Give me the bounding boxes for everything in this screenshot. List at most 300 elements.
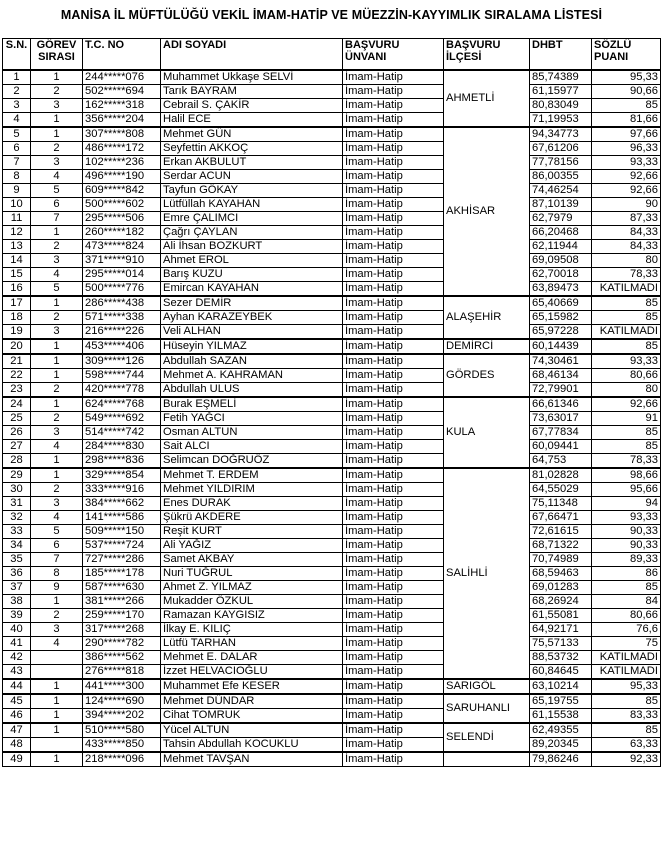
cell-adi-soyadi: Tayfun GÖKAY [161, 184, 343, 198]
cell-basvuru-unvani: İmam-Hatip [343, 254, 444, 268]
cell-dhbt: 69,01283 [530, 581, 592, 595]
cell-sn: 14 [3, 254, 31, 268]
cell-adi-soyadi: Mehmet GÜN [161, 127, 343, 142]
cell-basvuru-unvani: İmam-Hatip [343, 553, 444, 567]
cell-sn: 31 [3, 497, 31, 511]
cell-basvuru-unvani: İmam-Hatip [343, 311, 444, 325]
cell-adi-soyadi: Emircan KAYAHAN [161, 282, 343, 297]
cell-gorev-sirasi: 9 [31, 581, 83, 595]
cell-gorev-sirasi: 3 [31, 99, 83, 113]
table-row [3, 609, 661, 623]
cell-adi-soyadi: Mukadder ÖZKUL [161, 595, 343, 609]
cell-sn: 23 [3, 383, 31, 398]
cell-sn: 41 [3, 637, 31, 651]
cell-basvuru-unvani: İmam-Hatip [343, 268, 444, 282]
cell-gorev-sirasi: 3 [31, 623, 83, 637]
cell-basvuru-unvani: İmam-Hatip [343, 383, 444, 398]
cell-sozlu-puani: KATILMADI [592, 282, 661, 297]
cell-gorev-sirasi: 3 [31, 325, 83, 340]
cell-basvuru-unvani: İmam-Hatip [343, 170, 444, 184]
cell-basvuru-unvani: İmam-Hatip [343, 127, 444, 142]
cell-adi-soyadi: Seyfettin AKKOÇ [161, 142, 343, 156]
cell-adi-soyadi: Mehmet YILDIRIM [161, 483, 343, 497]
cell-sozlu-puani: 63,33 [592, 738, 661, 753]
cell-sozlu-puani: 92,66 [592, 184, 661, 198]
table-row [3, 553, 661, 567]
cell-sozlu-puani: 85 [592, 440, 661, 454]
cell-basvuru-unvani: İmam-Hatip [343, 142, 444, 156]
table-row [3, 296, 661, 311]
cell-sn: 34 [3, 539, 31, 553]
cell-adi-soyadi: Ali YAĞIZ [161, 539, 343, 553]
cell-sn: 21 [3, 354, 31, 369]
cell-dhbt: 64,92171 [530, 623, 592, 637]
cell-dhbt: 63,10214 [530, 679, 592, 694]
cell-dhbt: 87,10139 [530, 198, 592, 212]
cell-sn: 8 [3, 170, 31, 184]
cell-tc-no: 500*****776 [83, 282, 161, 297]
header-gorev: GÖREV SIRASI [31, 39, 83, 71]
cell-basvuru-unvani: İmam-Hatip [343, 99, 444, 113]
table-row [3, 311, 661, 325]
table-row [3, 525, 661, 539]
cell-dhbt: 79,86246 [530, 752, 592, 767]
header-ad: ADI SOYADI [161, 39, 343, 71]
cell-sozlu-puani: 90 [592, 198, 661, 212]
cell-basvuru-unvani: İmam-Hatip [343, 339, 444, 354]
cell-tc-no: 624*****768 [83, 397, 161, 412]
cell-tc-no: 218*****096 [83, 752, 161, 767]
cell-tc-no: 141*****586 [83, 511, 161, 525]
cell-tc-no: 420*****778 [83, 383, 161, 398]
cell-sn: 30 [3, 483, 31, 497]
cell-sozlu-puani: 89,33 [592, 553, 661, 567]
cell-tc-no: 124*****690 [83, 694, 161, 709]
table-row [3, 595, 661, 609]
cell-dhbt: 77,78156 [530, 156, 592, 170]
cell-sn: 7 [3, 156, 31, 170]
cell-sn: 19 [3, 325, 31, 340]
cell-adi-soyadi: Hüseyin YILMAZ [161, 339, 343, 354]
cell-sn: 35 [3, 553, 31, 567]
cell-basvuru-unvani: İmam-Hatip [343, 226, 444, 240]
table-row [3, 369, 661, 383]
header-sn: S.N. [3, 39, 31, 71]
table-row [3, 709, 661, 724]
cell-sozlu-puani: 80,66 [592, 369, 661, 383]
cell-sozlu-puani: 98,66 [592, 468, 661, 483]
cell-dhbt: 65,97228 [530, 325, 592, 340]
cell-dhbt: 60,84645 [530, 665, 592, 680]
cell-sn: 36 [3, 567, 31, 581]
cell-sn: 11 [3, 212, 31, 226]
cell-sn: 45 [3, 694, 31, 709]
cell-tc-no: 486*****172 [83, 142, 161, 156]
cell-dhbt: 68,46134 [530, 369, 592, 383]
cell-dhbt: 65,15982 [530, 311, 592, 325]
cell-sozlu-puani: 96,33 [592, 142, 661, 156]
cell-basvuru-unvani: İmam-Hatip [343, 623, 444, 637]
cell-adi-soyadi: Şükrü AKDERE [161, 511, 343, 525]
cell-adi-soyadi: Lütfü TARHAN [161, 637, 343, 651]
cell-tc-no: 295*****014 [83, 268, 161, 282]
cell-gorev-sirasi: 1 [31, 595, 83, 609]
table-row [3, 567, 661, 581]
cell-tc-no: 381*****266 [83, 595, 161, 609]
cell-sozlu-puani: 83,33 [592, 709, 661, 724]
table-row [3, 254, 661, 268]
cell-gorev-sirasi: 1 [31, 723, 83, 738]
cell-dhbt: 81,02828 [530, 468, 592, 483]
cell-gorev-sirasi: 1 [31, 226, 83, 240]
cell-adi-soyadi: Sezer DEMİR [161, 296, 343, 311]
cell-basvuru-unvani: İmam-Hatip [343, 525, 444, 539]
cell-sn: 25 [3, 412, 31, 426]
cell-gorev-sirasi: 6 [31, 539, 83, 553]
cell-adi-soyadi: Emre ÇALIMCI [161, 212, 343, 226]
cell-dhbt: 67,61206 [530, 142, 592, 156]
cell-gorev-sirasi: 1 [31, 709, 83, 724]
cell-basvuru-unvani: İmam-Hatip [343, 397, 444, 412]
cell-dhbt: 86,00355 [530, 170, 592, 184]
table-row [3, 240, 661, 254]
table-row [3, 354, 661, 369]
cell-dhbt: 74,30461 [530, 354, 592, 369]
header-dhbt: DHBT [530, 39, 592, 71]
cell-basvuru-unvani: İmam-Hatip [343, 595, 444, 609]
cell-basvuru-unvani: İmam-Hatip [343, 581, 444, 595]
cell-basvuru-unvani: İmam-Hatip [343, 738, 444, 753]
cell-tc-no: 587*****630 [83, 581, 161, 595]
cell-sn: 37 [3, 581, 31, 595]
cell-dhbt: 61,15538 [530, 709, 592, 724]
cell-gorev-sirasi: 4 [31, 440, 83, 454]
cell-sozlu-puani: KATILMADI [592, 651, 661, 665]
cell-sozlu-puani: 95,33 [592, 70, 661, 85]
cell-sozlu-puani: 84 [592, 595, 661, 609]
cell-sn: 47 [3, 723, 31, 738]
cell-sozlu-puani: 76,6 [592, 623, 661, 637]
cell-adi-soyadi: Samet AKBAY [161, 553, 343, 567]
cell-basvuru-unvani: İmam-Hatip [343, 679, 444, 694]
cell-dhbt: 72,79901 [530, 383, 592, 398]
cell-dhbt: 72,61615 [530, 525, 592, 539]
table-row [3, 85, 661, 99]
cell-basvuru-unvani: İmam-Hatip [343, 497, 444, 511]
cell-sozlu-puani: 92,33 [592, 752, 661, 767]
table-row [3, 127, 661, 142]
cell-dhbt: 62,11944 [530, 240, 592, 254]
cell-tc-no: 260*****182 [83, 226, 161, 240]
cell-adi-soyadi: Tahsin Abdullah KOCUKLU [161, 738, 343, 753]
cell-basvuru-unvani: İmam-Hatip [343, 539, 444, 553]
cell-sozlu-puani: 80 [592, 383, 661, 398]
cell-adi-soyadi: Serdar ACUN [161, 170, 343, 184]
cell-tc-no: 609*****842 [83, 184, 161, 198]
cell-gorev-sirasi: 7 [31, 212, 83, 226]
cell-sn: 48 [3, 738, 31, 753]
cell-basvuru-unvani: İmam-Hatip [343, 325, 444, 340]
cell-adi-soyadi: Ahmet Z. YILMAZ [161, 581, 343, 595]
cell-gorev-sirasi [31, 651, 83, 665]
cell-adi-soyadi: Abdullah ULUS [161, 383, 343, 398]
cell-gorev-sirasi: 1 [31, 369, 83, 383]
cell-basvuru-ilcesi: DEMİRCİ [444, 339, 530, 354]
cell-sn: 18 [3, 311, 31, 325]
cell-sozlu-puani: 91 [592, 412, 661, 426]
cell-tc-no: 185*****178 [83, 567, 161, 581]
cell-tc-no: 244*****076 [83, 70, 161, 85]
cell-tc-no: 371*****910 [83, 254, 161, 268]
table-row [3, 170, 661, 184]
cell-sn: 46 [3, 709, 31, 724]
cell-basvuru-unvani: İmam-Hatip [343, 85, 444, 99]
cell-basvuru-unvani: İmam-Hatip [343, 511, 444, 525]
cell-basvuru-unvani: İmam-Hatip [343, 694, 444, 709]
cell-tc-no: 286*****438 [83, 296, 161, 311]
cell-adi-soyadi: Ali İhsan BOZKURT [161, 240, 343, 254]
cell-sn: 27 [3, 440, 31, 454]
cell-tc-no: 333*****916 [83, 483, 161, 497]
cell-sn: 5 [3, 127, 31, 142]
table-row [3, 282, 661, 297]
cell-sozlu-puani: 85 [592, 99, 661, 113]
cell-basvuru-unvani: İmam-Hatip [343, 282, 444, 297]
cell-gorev-sirasi: 1 [31, 354, 83, 369]
cell-tc-no: 500*****602 [83, 198, 161, 212]
cell-basvuru-unvani: İmam-Hatip [343, 609, 444, 623]
cell-tc-no: 290*****782 [83, 637, 161, 651]
cell-sn: 3 [3, 99, 31, 113]
table-row [3, 268, 661, 282]
cell-gorev-sirasi: 2 [31, 483, 83, 497]
header-tc: T.C. NO [83, 39, 161, 71]
cell-basvuru-ilcesi [444, 752, 530, 767]
cell-sn: 40 [3, 623, 31, 637]
cell-sozlu-puani: 90,66 [592, 85, 661, 99]
cell-dhbt: 73,63017 [530, 412, 592, 426]
cell-basvuru-ilcesi: SALİHLİ [444, 468, 530, 679]
cell-dhbt: 66,20468 [530, 226, 592, 240]
cell-tc-no: 441*****300 [83, 679, 161, 694]
cell-basvuru-ilcesi: GÖRDES [444, 354, 530, 397]
cell-sozlu-puani: KATILMADI [592, 665, 661, 680]
cell-sn: 12 [3, 226, 31, 240]
cell-gorev-sirasi: 5 [31, 184, 83, 198]
cell-dhbt: 68,59463 [530, 567, 592, 581]
cell-adi-soyadi: Ramazan KAYGISIZ [161, 609, 343, 623]
cell-sozlu-puani: 87,33 [592, 212, 661, 226]
table-row [3, 99, 661, 113]
cell-tc-no: 329*****854 [83, 468, 161, 483]
cell-sozlu-puani: 84,33 [592, 226, 661, 240]
table-row [3, 412, 661, 426]
cell-gorev-sirasi: 4 [31, 268, 83, 282]
table-row [3, 184, 661, 198]
cell-dhbt: 67,77834 [530, 426, 592, 440]
cell-tc-no: 307*****808 [83, 127, 161, 142]
cell-tc-no: 598*****744 [83, 369, 161, 383]
cell-basvuru-unvani: İmam-Hatip [343, 723, 444, 738]
cell-dhbt: 65,40669 [530, 296, 592, 311]
table-row [3, 497, 661, 511]
cell-sn: 43 [3, 665, 31, 680]
cell-sn: 32 [3, 511, 31, 525]
cell-basvuru-unvani: İmam-Hatip [343, 426, 444, 440]
cell-basvuru-unvani: İmam-Hatip [343, 156, 444, 170]
cell-sozlu-puani: 78,33 [592, 268, 661, 282]
cell-tc-no: 284*****830 [83, 440, 161, 454]
table-row [3, 454, 661, 469]
header-unvan: BAŞVURU ÜNVANI [343, 39, 444, 71]
cell-sozlu-puani: 85 [592, 694, 661, 709]
cell-basvuru-unvani: İmam-Hatip [343, 651, 444, 665]
cell-gorev-sirasi: 1 [31, 468, 83, 483]
cell-sozlu-puani: 95,66 [592, 483, 661, 497]
cell-adi-soyadi: Halil ECE [161, 113, 343, 128]
cell-dhbt: 85,74389 [530, 70, 592, 85]
cell-dhbt: 68,26924 [530, 595, 592, 609]
cell-basvuru-unvani: İmam-Hatip [343, 454, 444, 469]
cell-adi-soyadi: Sait ALCI [161, 440, 343, 454]
cell-sozlu-puani: 80 [592, 254, 661, 268]
cell-sozlu-puani: 80,66 [592, 609, 661, 623]
cell-dhbt: 65,19755 [530, 694, 592, 709]
cell-sozlu-puani: 93,33 [592, 511, 661, 525]
cell-adi-soyadi: Nuri TUĞRUL [161, 567, 343, 581]
cell-basvuru-ilcesi: SELENDİ [444, 723, 530, 752]
cell-basvuru-unvani: İmam-Hatip [343, 440, 444, 454]
table-row [3, 623, 661, 637]
cell-gorev-sirasi: 8 [31, 567, 83, 581]
cell-gorev-sirasi: 1 [31, 113, 83, 128]
cell-dhbt: 70,74989 [530, 553, 592, 567]
cell-sozlu-puani: 86 [592, 567, 661, 581]
cell-sozlu-puani: 85 [592, 339, 661, 354]
cell-sozlu-puani: 85 [592, 296, 661, 311]
table-row [3, 468, 661, 483]
table-row [3, 397, 661, 412]
cell-dhbt: 63,89473 [530, 282, 592, 297]
cell-basvuru-unvani: İmam-Hatip [343, 665, 444, 680]
cell-sn: 2 [3, 85, 31, 99]
cell-gorev-sirasi: 3 [31, 426, 83, 440]
cell-tc-no: 259*****170 [83, 609, 161, 623]
cell-sozlu-puani: 84,33 [592, 240, 661, 254]
cell-adi-soyadi: Mehmet E. DALAR [161, 651, 343, 665]
cell-sn: 39 [3, 609, 31, 623]
cell-gorev-sirasi: 2 [31, 412, 83, 426]
table-row [3, 694, 661, 709]
cell-gorev-sirasi: 1 [31, 694, 83, 709]
ranking-table [2, 38, 661, 767]
cell-sozlu-puani: 75 [592, 637, 661, 651]
cell-basvuru-ilcesi: ALAŞEHİR [444, 296, 530, 339]
table-row [3, 70, 661, 85]
cell-tc-no: 727*****286 [83, 553, 161, 567]
cell-sozlu-puani: 93,33 [592, 354, 661, 369]
cell-gorev-sirasi: 6 [31, 198, 83, 212]
cell-sn: 44 [3, 679, 31, 694]
cell-tc-no: 216*****226 [83, 325, 161, 340]
cell-sozlu-puani: 95,33 [592, 679, 661, 694]
cell-sn: 13 [3, 240, 31, 254]
cell-dhbt: 94,34773 [530, 127, 592, 142]
cell-sn: 29 [3, 468, 31, 483]
cell-sn: 17 [3, 296, 31, 311]
cell-gorev-sirasi: 7 [31, 553, 83, 567]
cell-tc-no: 549*****692 [83, 412, 161, 426]
cell-dhbt: 71,19953 [530, 113, 592, 128]
cell-adi-soyadi: Selimcan DOĞRUÖZ [161, 454, 343, 469]
cell-gorev-sirasi: 4 [31, 637, 83, 651]
cell-gorev-sirasi: 1 [31, 70, 83, 85]
cell-sn: 10 [3, 198, 31, 212]
cell-gorev-sirasi: 1 [31, 397, 83, 412]
cell-tc-no: 295*****506 [83, 212, 161, 226]
cell-sn: 33 [3, 525, 31, 539]
cell-gorev-sirasi: 3 [31, 497, 83, 511]
cell-tc-no: 502*****694 [83, 85, 161, 99]
cell-adi-soyadi: Yücel ALTUN [161, 723, 343, 738]
cell-dhbt: 60,09441 [530, 440, 592, 454]
cell-adi-soyadi: Ayhan KARAZEYBEK [161, 311, 343, 325]
cell-sozlu-puani: 85 [592, 581, 661, 595]
table-row [3, 581, 661, 595]
table-row [3, 325, 661, 340]
cell-adi-soyadi: Ahmet EROL [161, 254, 343, 268]
cell-sn: 16 [3, 282, 31, 297]
cell-gorev-sirasi: 1 [31, 339, 83, 354]
cell-sozlu-puani: 81,66 [592, 113, 661, 128]
cell-basvuru-unvani: İmam-Hatip [343, 212, 444, 226]
table-row [3, 142, 661, 156]
cell-gorev-sirasi: 2 [31, 240, 83, 254]
cell-sozlu-puani: 92,66 [592, 397, 661, 412]
cell-adi-soyadi: Mehmet T. ERDEM [161, 468, 343, 483]
table-header-row [3, 39, 661, 71]
cell-adi-soyadi: Cihat TOMRUK [161, 709, 343, 724]
cell-tc-no: 276*****818 [83, 665, 161, 680]
cell-tc-no: 384*****662 [83, 497, 161, 511]
table-row [3, 113, 661, 128]
cell-tc-no: 102*****236 [83, 156, 161, 170]
cell-basvuru-unvani: İmam-Hatip [343, 709, 444, 724]
cell-gorev-sirasi: 2 [31, 142, 83, 156]
cell-adi-soyadi: Burak EŞMELİ [161, 397, 343, 412]
cell-basvuru-ilcesi: SARUHANLI [444, 694, 530, 723]
cell-dhbt: 60,14439 [530, 339, 592, 354]
cell-sozlu-puani: 78,33 [592, 454, 661, 469]
cell-dhbt: 75,11348 [530, 497, 592, 511]
cell-gorev-sirasi: 1 [31, 752, 83, 767]
cell-dhbt: 74,46254 [530, 184, 592, 198]
cell-adi-soyadi: Osman ALTUN [161, 426, 343, 440]
table-row [3, 156, 661, 170]
cell-dhbt: 89,20345 [530, 738, 592, 753]
cell-basvuru-ilcesi: AKHİSAR [444, 127, 530, 296]
cell-tc-no: 510*****580 [83, 723, 161, 738]
cell-sozlu-puani: 90,33 [592, 525, 661, 539]
cell-dhbt: 61,55081 [530, 609, 592, 623]
cell-adi-soyadi: Mehmet A. KAHRAMAN [161, 369, 343, 383]
cell-dhbt: 64,753 [530, 454, 592, 469]
cell-tc-no: 473*****824 [83, 240, 161, 254]
cell-basvuru-unvani: İmam-Hatip [343, 752, 444, 767]
cell-tc-no: 514*****742 [83, 426, 161, 440]
table-row [3, 383, 661, 398]
table-row [3, 483, 661, 497]
